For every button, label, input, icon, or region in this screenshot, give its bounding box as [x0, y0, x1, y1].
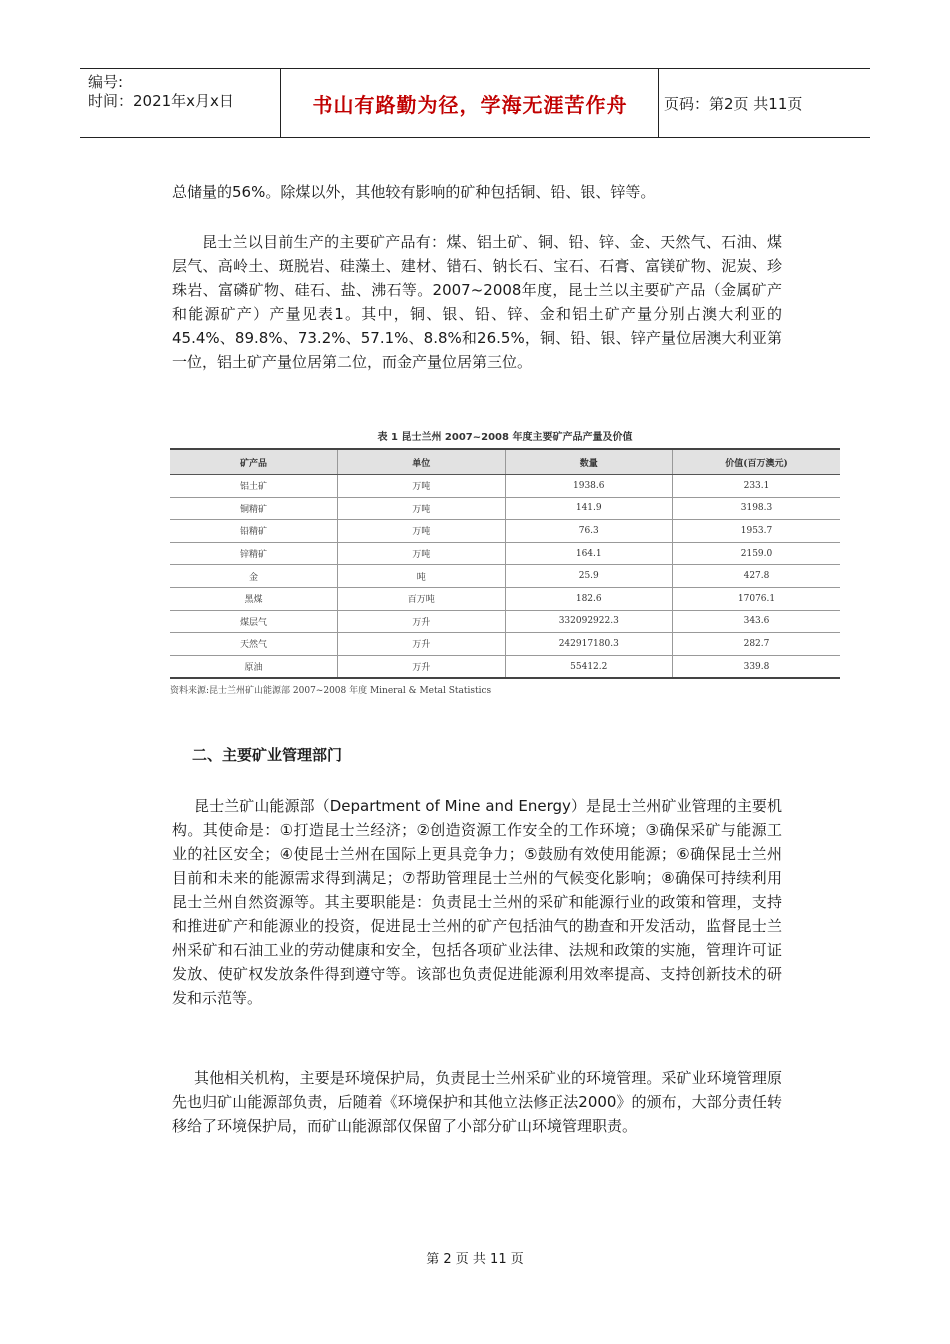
table-cell: 原油	[170, 655, 338, 678]
table-cell: 1953.7	[673, 520, 841, 543]
table-row	[170, 587, 840, 610]
table-row	[170, 565, 840, 588]
table-cell: 万吨	[338, 542, 506, 565]
table-cell: 锌精矿	[170, 542, 338, 565]
table-cell: 164.1	[505, 542, 673, 565]
table-cell: 煤层气	[170, 610, 338, 633]
table-cell: 343.6	[673, 610, 841, 633]
paragraph-reserves: 总储量的56%。除煤以外，其他较有影响的矿种包括铜、铅、银、锌等。	[172, 183, 656, 201]
table-cell: 282.7	[673, 633, 841, 656]
table-source-note: 资料来源:昆士兰州矿山能源部 2007~2008 年度 Mineral & Metal Statistics	[170, 686, 492, 697]
table-header-cell: 数量	[505, 449, 673, 475]
table-row	[170, 610, 840, 633]
table-row	[170, 520, 840, 543]
page-header	[80, 68, 870, 138]
production-table	[170, 448, 840, 679]
table-title: 表 1 昆士兰州 2007~2008 年度主要矿产品产量及价值	[377, 432, 633, 443]
page-footer: 第 2 页 共 11 页	[426, 1252, 524, 1267]
table-row	[170, 655, 840, 678]
table-cell: 141.9	[505, 497, 673, 520]
table-cell: 182.6	[505, 587, 673, 610]
table-cell: 百万吨	[338, 587, 506, 610]
header-divider	[280, 69, 281, 137]
table-cell: 233.1	[673, 475, 841, 498]
header-meta	[88, 73, 234, 111]
paragraph-other-agencies: 其他相关机构，主要是环境保护局，负责昆士兰州采矿业的环境管理。采矿业环境管理原先也归矿山能源部负责，后随着《环境保护和其他立法修正法2000》的颁布，大部分责任转移给了环境保护局，而矿山能源部仅保留了小部分矿山环境管理职责。	[172, 1069, 782, 1135]
table-cell: 332092922.3	[505, 610, 673, 633]
table-row	[170, 497, 840, 520]
table-cell: 1938.6	[505, 475, 673, 498]
table-header-row	[170, 449, 840, 475]
table-row	[170, 633, 840, 656]
table-cell: 万升	[338, 610, 506, 633]
table-cell: 76.3	[505, 520, 673, 543]
table-header-cell: 单位	[338, 449, 506, 475]
table-cell: 铝土矿	[170, 475, 338, 498]
table-row	[170, 475, 840, 498]
table-cell: 万吨	[338, 497, 506, 520]
table-cell: 2159.0	[673, 542, 841, 565]
header-number: 编号:	[88, 73, 124, 91]
table-cell: 55412.2	[505, 655, 673, 678]
table-cell: 万升	[338, 633, 506, 656]
header-divider	[658, 69, 659, 137]
table-cell: 黑煤	[170, 587, 338, 610]
table-cell: 铅精矿	[170, 520, 338, 543]
paragraph-department: 昆士兰矿山能源部（Department of Mine and Energy）是昆士兰州矿业管理的主要机构。其使命是：①打造昆士兰经济；②创造资源工作安全的工作环境；③确保采矿与能源工业的社区安全；④使昆士兰州在国际上更具竞争力；⑤鼓励有效使用能源；⑥确保昆士兰州目前和未来的能源需求得到满足；⑦帮助管理昆士兰州的气候变化影响；⑧确保可持续利用昆士兰州自然资源等。其主要职能是：负责昆士兰州的采矿和能源行业的政策和管理，支持和推进矿产和能源业的投资，促进昆士兰州的矿产包括油气的勘查和开发活动，监督昆士兰州采矿和石油工业的劳动健康和安全，包括各项矿业法律、法规和政策的实施，管理许可证发放、使矿权发放条件得到遵守等。该部也负责促进能源利用效率提高、支持创新技术的研发和示范等。	[172, 797, 782, 1007]
table-cell: 17076.1	[673, 587, 841, 610]
header-time: 时间：2021年x月x日	[88, 92, 234, 110]
table-cell: 金	[170, 565, 338, 588]
paragraph-products: 昆士兰以目前生产的主要矿产品有：煤、铝土矿、铜、铅、锌、金、天然气、石油、煤层气、高岭土、斑脱岩、硅藻土、建材、错石、钠长石、宝石、石膏、富镁矿物、泥炭、珍珠岩、富磷矿物、硅石、盐、沸石等。2007~2008年度，昆士兰以主要矿产品（金属矿产和能源矿产）产量见表1。其中，铜、银、铅、锌、金和铝土矿产量分别占澳大利亚的45.4%、89.8%、73.2%、57.1%、8.8%和26.5%，铜、铅、银、锌产量位居澳大利亚第一位，铝土矿产量位居第二位，而金产量位居第三位。	[172, 233, 782, 371]
table-header-cell: 价值(百万澳元)	[673, 449, 841, 475]
table-cell: 242917180.3	[505, 633, 673, 656]
table-cell: 25.9	[505, 565, 673, 588]
table-cell: 万升	[338, 655, 506, 678]
table-cell: 铜精矿	[170, 497, 338, 520]
table-cell: 天然气	[170, 633, 338, 656]
header-motto: 书山有路勤为径，学海无涯苦作舟	[312, 92, 628, 117]
production-table-figure	[170, 428, 840, 696]
table-cell: 万吨	[338, 520, 506, 543]
table-cell: 3198.3	[673, 497, 841, 520]
table-cell: 吨	[338, 565, 506, 588]
table-cell: 339.8	[673, 655, 841, 678]
section-heading: 二、主要矿业管理部门	[192, 746, 343, 764]
table-row	[170, 542, 840, 565]
table-header-cell: 矿产品	[170, 449, 338, 475]
table-cell: 万吨	[338, 475, 506, 498]
table-cell: 427.8	[673, 565, 841, 588]
header-page-number: 页码：第2页 共11页	[664, 94, 803, 113]
